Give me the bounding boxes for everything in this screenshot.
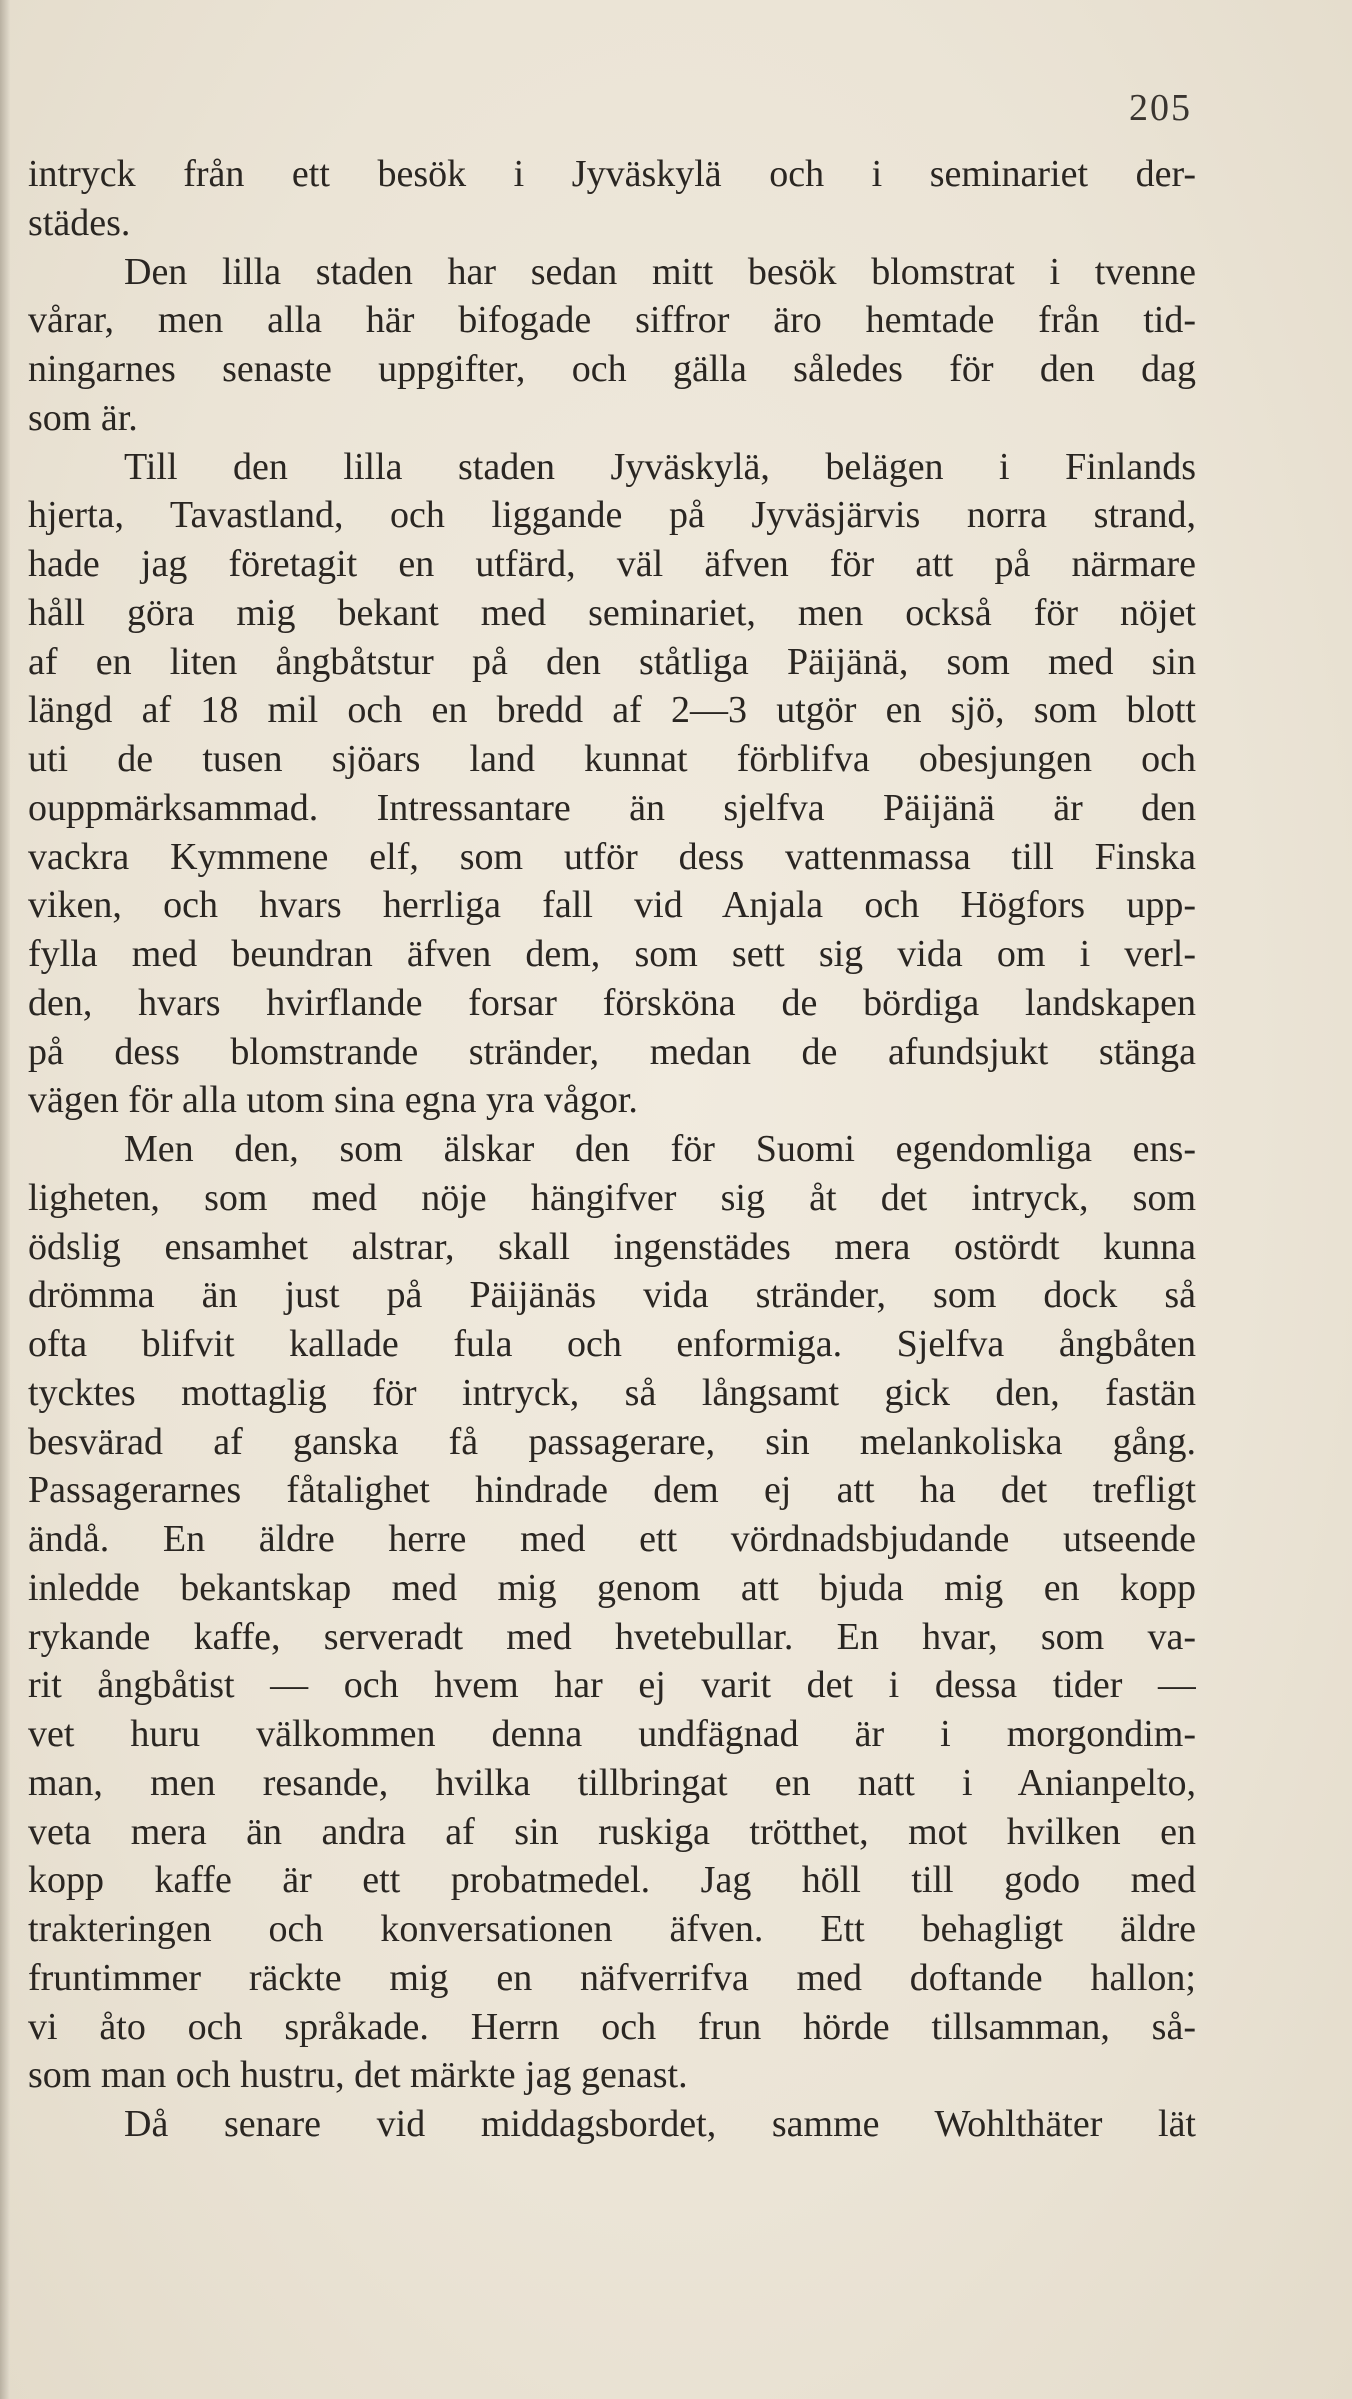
text-line: den, hvars hvirflande forsar försköna de bördiga landskapen: [28, 981, 1196, 1024]
text-line: man, men resande, hvilka tillbringat en natt i Anianpelto,: [28, 1761, 1196, 1804]
text-line: Den lilla staden har sedan mitt besök blomstrat i tvenne: [124, 250, 1196, 293]
text-line: ligheten, som med nöje hängifver sig åt det intryck, som: [28, 1176, 1196, 1219]
text-line: inledde bekantskap med mig genom att bjuda mig en kopp: [28, 1566, 1196, 1609]
text-line: vägen för alla utom sina egna yra vågor.: [28, 1079, 638, 1122]
text-line: håll göra mig bekant med seminariet, men också för nöjet: [28, 591, 1196, 634]
page-binding-edge: [0, 0, 10, 2399]
text-line: tycktes mottaglig för intryck, så långsamt gick den, fastän: [28, 1371, 1196, 1414]
text-line: ningarnes senaste uppgifter, och gälla således för den dag: [28, 348, 1196, 390]
text-line: på dess blomstrande stränder, medan de afundsjukt stänga: [28, 1030, 1196, 1073]
text-line: städes.: [28, 201, 131, 244]
text-line: af en liten ångbåtstur på den ståtliga Päijänä, som med sin: [28, 640, 1196, 683]
text-line: hjerta, Tavastland, och liggande på Jyväsjärvis norra strand,: [28, 494, 1196, 537]
text-line: kopp kaffe är ett probatmedel. Jag höll till godo med: [28, 1859, 1196, 1902]
page-number: 205: [1129, 87, 1192, 129]
text-line: vi åto och språkade. Herrn och frun hörde tillsamman, så-: [28, 2005, 1196, 2048]
text-line: vet huru välkommen denna undfägnad är i morgondim-: [28, 1713, 1196, 1755]
text-line: besvärad af ganska få passagerare, sin melankoliska gång.: [28, 1420, 1196, 1463]
text-line: som är.: [28, 396, 138, 439]
text-line: uti de tusen sjöars land kunnat förblifva obesjungen och: [28, 738, 1196, 780]
text-line: ändå. En äldre herre med ett vördnadsbjudande utseende: [28, 1518, 1196, 1560]
body-text: [28, 150, 1196, 2149]
text-line: viken, och hvars herrliga fall vid Anjala och Högfors upp-: [28, 884, 1196, 927]
text-line: längd af 18 mil och en bredd af 2—3 utgör en sjö, som blott: [28, 689, 1196, 732]
text-line: Till den lilla staden Jyväskylä, belägen i Finlands: [124, 445, 1196, 488]
text-line: vårar, men alla här bifogade siffror äro hemtade från tid-: [28, 299, 1196, 342]
text-line: Passagerarnes fåtalighet hindrade dem ej att ha det trefligt: [28, 1469, 1196, 1512]
text-line: fylla med beundran äfven dem, som sett sig vida om i verl-: [28, 933, 1196, 975]
text-line: intryck från ett besök i Jyväskylä och i seminariet der-: [28, 153, 1196, 195]
text-line: ouppmärksammad. Intressantare än sjelfva Päijänä är den: [28, 786, 1196, 829]
text-line: drömma än just på Päijänäs vida stränder, som dock så: [28, 1274, 1196, 1317]
text-line: Men den, som älskar den för Suomi egendomliga ens-: [124, 1128, 1196, 1170]
text-line: ödslig ensamhet alstrar, skall ingenstädes mera ostördt kunna: [28, 1225, 1196, 1268]
text-line: rykande kaffe, serveradt med hvetebullar. En hvar, som va-: [28, 1615, 1196, 1658]
text-line: veta mera än andra af sin ruskiga trötthet, mot hvilken en: [28, 1810, 1196, 1853]
text-line: vackra Kymmene elf, som utför dess vattenmassa till Finska: [28, 835, 1196, 878]
text-line: trakteringen och konversationen äfven. Ett behagligt äldre: [28, 1908, 1196, 1950]
text-line: Då senare vid middagsbordet, samme Wohlthäter lät: [124, 2103, 1196, 2145]
text-line: fruntimmer räckte mig en näfverrifva med doftande hallon;: [28, 1956, 1196, 1999]
text-line: ofta blifvit kallade fula och enformiga. Sjelfva ångbåten: [28, 1323, 1196, 1365]
text-line: hade jag företagit en utfärd, väl äfven för att på närmare: [28, 543, 1196, 585]
text-line: som man och hustru, det märkte jag genast.: [28, 2054, 688, 2097]
text-line: rit ångbåtist — och hvem har ej varit det i dessa tider —: [28, 1664, 1196, 1707]
